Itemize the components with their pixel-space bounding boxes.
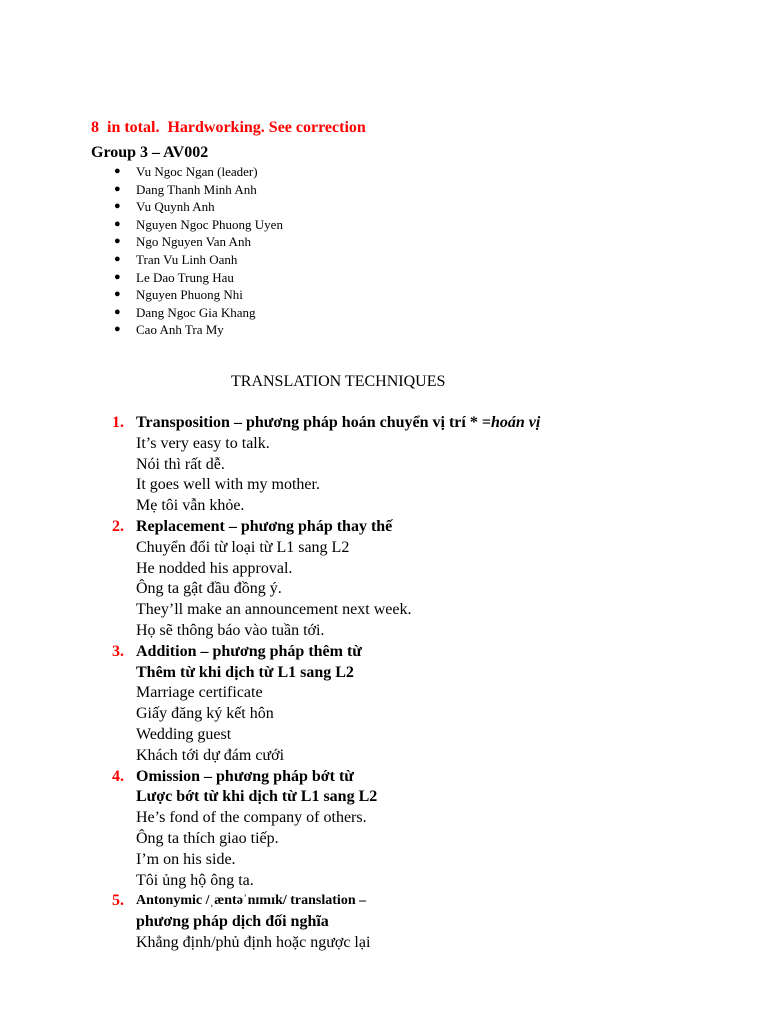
- example-line: Giấy đăng ký kết hôn: [136, 705, 274, 723]
- technique-heading-italic: hoán vị: [490, 414, 541, 431]
- technique-heading: [136, 642, 768, 663]
- member-list: [114, 163, 283, 339]
- member-name: Nguyen Phuong Nhi: [136, 287, 243, 303]
- example-line: He nodded his approval.: [136, 559, 293, 577]
- technique-item: [0, 767, 768, 892]
- example-line: Khách tới dự đám cưới: [136, 746, 285, 764]
- technique-number: 1.: [112, 414, 124, 431]
- technique-item: [0, 642, 768, 767]
- member-item: [114, 216, 283, 234]
- bullet-icon: ●: [114, 165, 121, 177]
- group-title: Group 3 – AV002: [91, 144, 209, 161]
- technique-heading-text: Replacement – phương pháp thay thế: [136, 517, 393, 535]
- member-name: Cao Anh Tra My: [136, 322, 224, 338]
- example-line: It’s very easy to talk.: [136, 434, 270, 452]
- example-line: Wedding guest: [136, 725, 232, 743]
- technique-heading-text: Transposition – phương pháp hoán chuyển vị trí * =: [136, 414, 491, 431]
- member-item: [114, 198, 283, 216]
- member-name: Le Dao Trung Hau: [136, 269, 234, 285]
- document-title: TRANSLATION TECHNIQUES: [231, 373, 446, 390]
- member-item: [114, 233, 283, 251]
- bullet-icon: ●: [114, 270, 121, 283]
- example-line: Chuyển đổi từ loại từ L1 sang L2: [136, 538, 350, 556]
- technique-subheading: phương pháp dịch đối nghĩa: [136, 913, 329, 931]
- member-item: [114, 181, 283, 199]
- member-name: Vu Ngoc Ngan (leader): [136, 164, 258, 179]
- member-item: [114, 163, 283, 181]
- bullet-icon: ●: [114, 235, 121, 248]
- member-name: Tran Vu Linh Oanh: [136, 251, 238, 267]
- technique-heading: [136, 413, 768, 434]
- example-line: Mẹ tôi vẫn khỏe.: [136, 497, 245, 515]
- technique-heading-text: Antonymic /ˌæntəˈnɪmɪk/ translation –: [136, 893, 367, 909]
- bullet-icon: ●: [114, 323, 121, 336]
- technique-number: 4.: [112, 767, 124, 785]
- member-item: [114, 304, 283, 322]
- technique-number: 3.: [112, 642, 124, 660]
- example-line: Marriage certificate: [136, 684, 263, 702]
- member-name: Nguyen Ngoc Phuong Uyen: [136, 216, 283, 232]
- technique-item: [0, 891, 768, 953]
- example-line: They’ll make an announcement next week.: [136, 601, 412, 619]
- member-item: [114, 321, 283, 339]
- member-item: [114, 269, 283, 287]
- example-line: I’m on his side.: [136, 850, 236, 868]
- example-line: Khẳng định/phủ định hoặc ngược lại: [136, 933, 371, 951]
- bullet-icon: ●: [114, 217, 121, 230]
- technique-number: 5.: [112, 892, 124, 910]
- bullet-icon: ●: [114, 182, 121, 195]
- technique-list: [0, 413, 768, 954]
- teacher-comment: 8 in total. Hardworking. See correction: [91, 119, 366, 136]
- technique-item: [0, 413, 768, 517]
- member-name: Dang Thanh Minh Anh: [136, 181, 257, 197]
- technique-subheading: Lược bớt từ khi dịch từ L1 sang L2: [136, 788, 378, 806]
- member-name: Dang Ngoc Gia Khang: [136, 304, 256, 320]
- member-item: [114, 286, 283, 304]
- member-name: Ngo Nguyen Van Anh: [136, 234, 251, 250]
- example-line: Ông ta thích giao tiếp.: [136, 829, 279, 847]
- example-line: It goes well with my mother.: [136, 476, 320, 494]
- bullet-icon: ●: [114, 200, 121, 213]
- member-name: Vu Quynh Anh: [136, 199, 215, 215]
- technique-heading-text: Addition – phương pháp thêm từ: [136, 642, 362, 660]
- example-line: Tôi ủng hộ ông ta.: [136, 871, 254, 889]
- bullet-icon: ●: [114, 305, 121, 318]
- bullet-icon: ●: [114, 288, 121, 301]
- technique-heading-text: Omission – phương pháp bớt từ: [136, 767, 354, 785]
- technique-number: 2.: [112, 517, 124, 535]
- example-line: He’s fond of the company of others.: [136, 809, 367, 827]
- technique-heading: [136, 517, 768, 538]
- member-item: [114, 251, 283, 269]
- example-line: Nói thì rất dễ.: [136, 455, 225, 473]
- technique-item: [0, 517, 768, 642]
- technique-subheading: Thêm từ khi dịch từ L1 sang L2: [136, 663, 354, 681]
- technique-heading: [136, 891, 768, 912]
- technique-heading: [136, 767, 768, 788]
- example-line: Họ sẽ thông báo vào tuần tới.: [136, 621, 325, 639]
- bullet-icon: ●: [114, 252, 121, 265]
- example-line: Ông ta gật đầu đồng ý.: [136, 580, 282, 598]
